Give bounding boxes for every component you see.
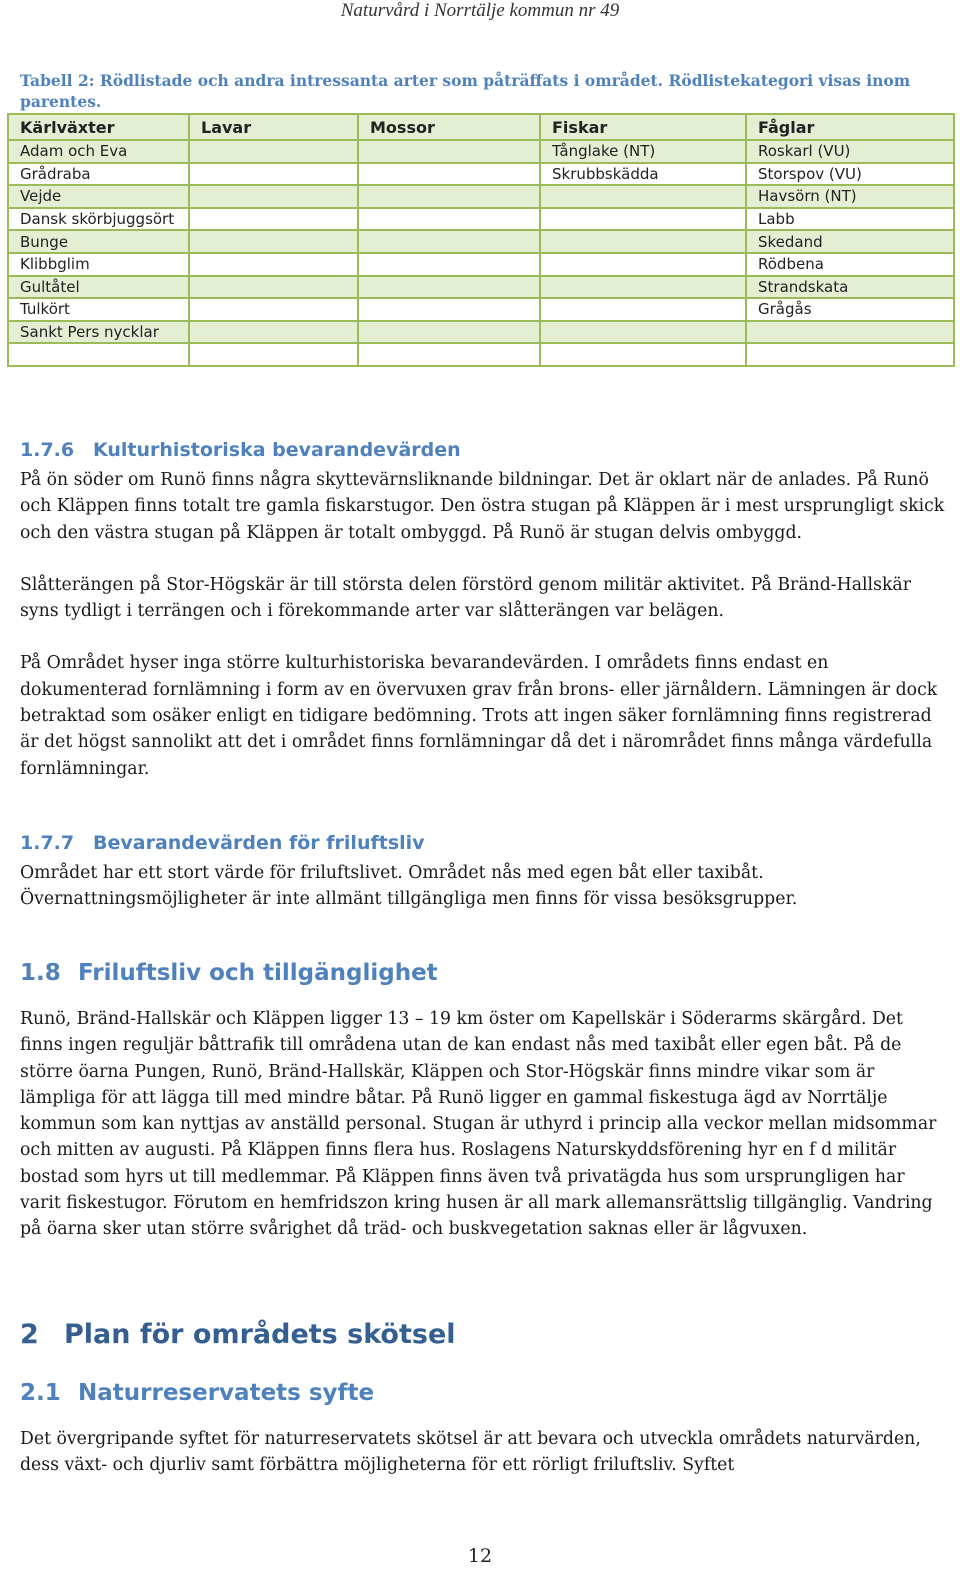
table-cell — [189, 343, 358, 366]
table-row — [8, 140, 954, 163]
table-cell — [189, 321, 358, 344]
table-row — [8, 276, 954, 299]
table-cell — [358, 208, 540, 231]
table-cell — [189, 208, 358, 231]
table-cell — [358, 321, 540, 344]
table-cell — [358, 185, 540, 208]
section-number: 1.7.7 — [20, 832, 75, 854]
paragraph: På Området hyser inga större kulturhistoriska bevarandevärden. I områdets finns endast en dokumenterad fornlämning i form av en övervuxen grav från brons- eller järnåldern. Lämningen är dock betraktad som osäker enligt en tidigare bedömning. Trots att ingen säker fornlämning finns registrerad är det högst sannolikt att det i området finns fornlämningar då det i närområdet finns många värdefulla fornlämningar. — [20, 653, 938, 779]
table-cell — [189, 298, 358, 321]
table-cell: Labb — [746, 208, 954, 231]
section-body-1-7-6 — [20, 467, 950, 782]
table-row — [8, 208, 954, 231]
table-cell: Grågås — [746, 298, 954, 321]
table-cell: Skrubbskädda — [540, 163, 746, 186]
table-cell — [189, 230, 358, 253]
section-title: Friluftsliv och tillgänglighet — [78, 960, 438, 986]
paragraph: Det övergripande syftet för naturreservatets skötsel är att bevara och utveckla områdets naturvärden, dess växt- och djurliv samt förbättra möjligheterna för ett rörligt friluftsliv. Syftet — [20, 1429, 921, 1476]
column-header: Fiskar — [540, 114, 746, 140]
table-cell: Roskarl (VU) — [746, 140, 954, 163]
section-body-2-1 — [20, 1426, 950, 1479]
table-cell — [540, 208, 746, 231]
table-cell: Adam och Eva — [8, 140, 189, 163]
section-title: Plan för områdets skötsel — [64, 1319, 456, 1350]
table-cell: Rödbena — [746, 253, 954, 276]
table-cell — [189, 163, 358, 186]
table-cell — [358, 163, 540, 186]
table-cell — [746, 321, 954, 344]
table-cell — [358, 298, 540, 321]
paragraph: På ön söder om Runö finns några skyttevärnsliknande bildningar. Det är oklart när de anlades. På Runö och Kläppen finns totalt tre gamla fiskarstugor. Den östra stugan på Kläppen är i mest ursprungligt skick och den västra stugan på Kläppen är totalt ombyggd. På Runö är stugan delvis ombyggd. — [20, 470, 945, 543]
table-cell — [358, 276, 540, 299]
table-cell — [746, 343, 954, 366]
table-cell: Strandskata — [746, 276, 954, 299]
section-number: 1.7.6 — [20, 439, 75, 461]
table-cell: Havsörn (NT) — [746, 185, 954, 208]
table-cell — [358, 230, 540, 253]
table-row — [8, 343, 954, 366]
table-cell — [358, 253, 540, 276]
table-cell: Grådraba — [8, 163, 189, 186]
table-cell — [540, 276, 746, 299]
species-table — [7, 113, 955, 367]
section-number: 1.8 — [20, 960, 61, 986]
table-header-row — [8, 114, 954, 140]
table-caption: Tabell 2: Rödlistade och andra intressanta arter som påträffats i området. Rödlistekategori visas inom parentes. — [20, 71, 911, 111]
table-row — [8, 298, 954, 321]
table-cell: Vejde — [8, 185, 189, 208]
section-title: Naturreservatets syfte — [78, 1380, 375, 1406]
section-title: Kulturhistoriska bevarandevärden — [93, 439, 461, 461]
section-number: 2 — [20, 1319, 39, 1350]
table-cell — [540, 185, 746, 208]
table-cell — [189, 185, 358, 208]
table-cell: Tånglake (NT) — [540, 140, 746, 163]
table-cell: Sankt Pers nycklar — [8, 321, 189, 344]
table-cell: Klibbglim — [8, 253, 189, 276]
paragraph: Runö, Bränd-Hallskär och Kläppen ligger 13 – 19 km öster om Kapellskär i Söderarms skärgård. Det finns ingen reguljär båttrafik till områdena utan de kan endast nås med taxibåt eller egen båt. På de större öarna Pungen, Runö, Bränd-Hallskär, Kläppen och Stor-Högskär finns mindre vikar som är lämpliga för att lägga till med mindre båtar. På Runö ligger en gammal fiskestuga ägd av Norrtälje kommun som kan nyttjas av anställd personal. Stugan är uthyrd i princip alla veckor mellan midsommar och mitten av augusti. På Kläppen finns flera hus. Roslagens Naturskyddsförening hyr en f d militär bostad som hyrs ut till medlemmar. På Kläppen finns även två privatägda hus som ursprungligen har varit fiskestugor. Förutom en hemfridszon kring husen är all mark allemansrättslig tillgänglig. Vandring på öarna sker utan större svårighet då träd- och buskvegetation saknas eller är lågvuxen. — [20, 1009, 937, 1240]
section-body-1-8 — [20, 1006, 950, 1243]
paragraph: Slåtterängen på Stor-Högskär är till största delen förstörd genom militär aktivitet. På Bränd-Hallskär syns tydligt i terrängen och i förekommande arter var slåtterängen var belägen. — [20, 574, 911, 622]
table-cell — [540, 230, 746, 253]
paragraph: Området har ett stort värde för friluftslivet. Området nås med egen båt eller taxibåt. Övernattningsmöjligheter är inte allmänt tillgängliga men finns för vissa besöksgrupper. — [20, 863, 798, 910]
table-cell: Bunge — [8, 230, 189, 253]
table-cell — [358, 343, 540, 366]
column-header: Fåglar — [746, 114, 954, 140]
table-row — [8, 321, 954, 344]
table-cell: Gultåtel — [8, 276, 189, 299]
table-cell — [189, 253, 358, 276]
table-cell — [540, 321, 746, 344]
table-cell — [358, 140, 540, 163]
table-cell: Tulkört — [8, 298, 189, 321]
section-heading-1-8 — [20, 960, 438, 986]
column-header: Mossor — [358, 114, 540, 140]
table-cell: Storspov (VU) — [746, 163, 954, 186]
table-row — [8, 163, 954, 186]
section-heading-1-7-6 — [20, 439, 461, 461]
section-heading-2-1 — [20, 1380, 374, 1406]
section-heading-1-7-7 — [20, 832, 425, 854]
table-cell — [540, 343, 746, 366]
table-cell — [540, 253, 746, 276]
running-header: Naturvård i Norrtälje kommun nr 49 — [340, 0, 620, 21]
table-row — [8, 253, 954, 276]
table-cell — [540, 298, 746, 321]
table-cell — [189, 140, 358, 163]
column-header: Lavar — [189, 114, 358, 140]
section-number: 2.1 — [20, 1380, 61, 1406]
table-row — [8, 185, 954, 208]
table-cell — [8, 343, 189, 366]
section-body-1-7-7 — [20, 860, 950, 913]
table-cell: Dansk skörbjuggsört — [8, 208, 189, 231]
section-title: Bevarandevärden för friluftsliv — [93, 832, 425, 854]
chapter-heading-2 — [20, 1319, 456, 1350]
table-row — [8, 230, 954, 253]
table-cell — [189, 276, 358, 299]
column-header: Kärlväxter — [8, 114, 189, 140]
page-number: 12 — [467, 1545, 493, 1567]
table-cell: Skedand — [746, 230, 954, 253]
